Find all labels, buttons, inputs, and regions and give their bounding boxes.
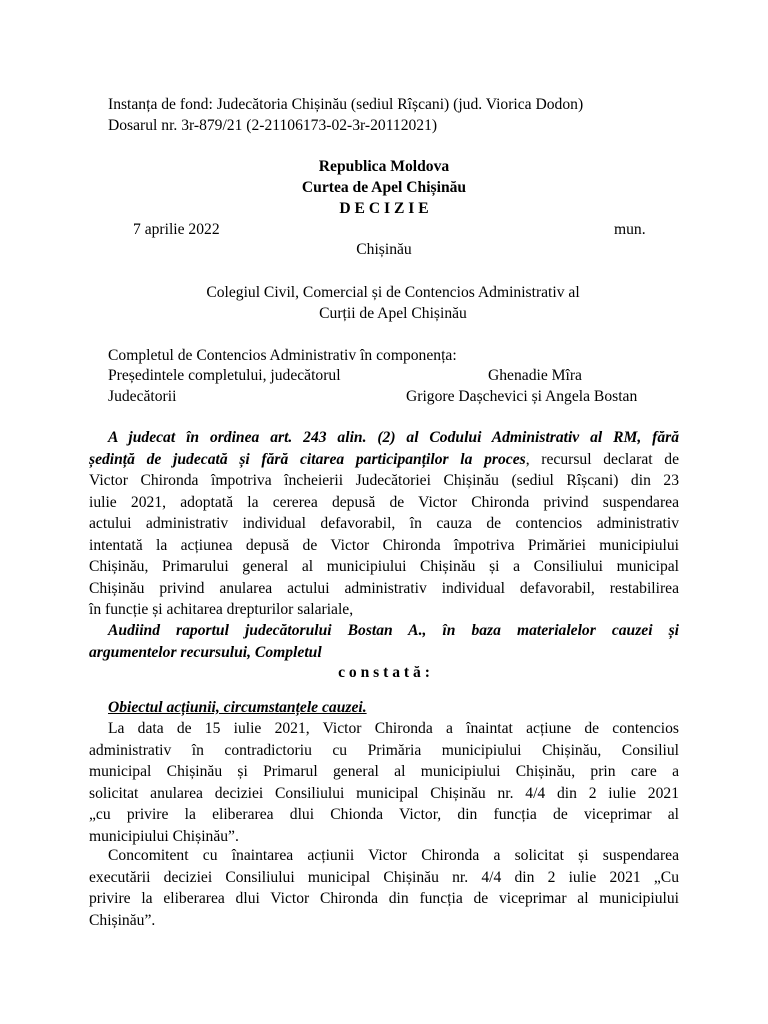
p3-line-6: municipiului Chișinău”. — [89, 827, 239, 845]
municipality-abbrev: mun. — [614, 221, 646, 238]
p1-line-4: iulie 2021, adoptată la cererea depusă de Victor Chironda privind suspendarea — [89, 493, 679, 511]
p1-line-8: Chișinău privind anularea actului administrativ individual defavorabil, restabilirea — [89, 579, 679, 597]
p4-line-1: Concomitent cu înaintarea acțiunii Victor Chironda a solicitat și suspendarea — [108, 847, 679, 864]
p1-line-1-emphasis: A judecat în ordinea art. 243 alin. (2) al Codului Administrativ al RM, fără — [108, 429, 679, 446]
p1-line-5: actului administrativ individual defavorabil, în cauza de contencios administrativ — [89, 515, 679, 532]
p1-line-3: Victor Chironda împotriva încheierii Judecătoriei Chișinău (sediul Rîșcani) din 23 — [89, 472, 679, 489]
p1-line-9: în funcție și achitarea drepturilor salariale, — [89, 601, 354, 618]
p2-line-2: argumentelor recursului, Completul — [89, 643, 322, 661]
p3-line-5: „cu privire la eliberarea dlui Chionda Victor, din funcția de viceprimar al — [89, 806, 679, 823]
decision-city: Chișinău — [356, 241, 412, 258]
country-title: Republica Moldova — [318, 158, 450, 175]
file-number-line: Dosarul nr. 3r-879/21 (2-21106173-02-3r-20112021) — [108, 117, 438, 134]
paragraph-judgment-intro — [89, 427, 679, 621]
president-name: Ghenadie Mîra — [488, 367, 582, 384]
judges-label: Judecătorii — [108, 388, 177, 405]
p4-line-4: Chișinău”. — [89, 911, 156, 929]
paragraph-hearing — [89, 620, 679, 663]
p1-line-6: intentată la acțiunea depusă de Victor Chironda împotriva Primăriei municipiului — [89, 536, 679, 554]
p1-line-7: Chișinău, Primarului general al municipiului Chișinău și a Consiliului municipal — [89, 558, 679, 575]
president-label: Președintele completului, judecătorul — [108, 367, 341, 384]
college-line-2: Curții de Apel Chișinău — [319, 305, 467, 322]
p1-line-2-emphasis: ședință de judecată și fără citarea participanților la proces — [89, 450, 526, 468]
document-type: D E C I Z I E — [339, 200, 429, 217]
paragraph-suspension-request — [89, 845, 679, 931]
decision-date: 7 aprilie 2022 — [133, 221, 220, 238]
section-heading: Obiectul acțiunii, circumstanțele cauzei. — [108, 699, 367, 716]
p3-line-3: municipal Chișinău și Primarul general al municipiului Chișinău, prin care a — [89, 763, 679, 780]
p3-line-4: solicitat anularea deciziei Consiliului municipal Chișinău nr. 4/4 din 2 iulie 2021 — [89, 784, 679, 802]
college-line-1: Colegiul Civil, Comercial și de Contencios Administrativ al — [206, 284, 580, 301]
p4-line-2: executării deciziei Consiliului municipal Chișinău nr. 4/4 din 2 iulie 2021 „Cu — [89, 868, 679, 886]
paragraph-action-filed — [89, 718, 679, 847]
p1-line-2-rest: , recursul declarat de — [525, 450, 679, 468]
court-title: Curtea de Apel Chișinău — [301, 179, 467, 196]
p1-line-2 — [89, 449, 679, 471]
p4-line-3: privire la eliberarea dlui Victor Chironda din funcția de viceprimar al municipiului — [89, 890, 679, 907]
judges-names: Grigore Dașchevici și Angela Bostan — [406, 388, 638, 405]
p3-line-1: La data de 15 iulie 2021, Victor Chironda a înaintat acțiune de contencios — [108, 720, 679, 737]
instance-line: Instanța de fond: Judecătoria Chișinău (sediul Rîșcani) (jud. Viorica Dodon) — [108, 96, 584, 113]
p2-line-1: Audiind raportul judecătorului Bostan A., în baza materialelor cauzei și — [108, 622, 679, 639]
panel-intro: Completul de Contencios Administrativ în componența: — [108, 347, 457, 364]
p3-line-2: administrativ în contradictoriu cu Primăria municipiului Chișinău, Consiliul — [89, 741, 679, 759]
finds-heading: c o n s t a t ă : — [338, 664, 430, 681]
p1-line-1 — [89, 427, 679, 449]
